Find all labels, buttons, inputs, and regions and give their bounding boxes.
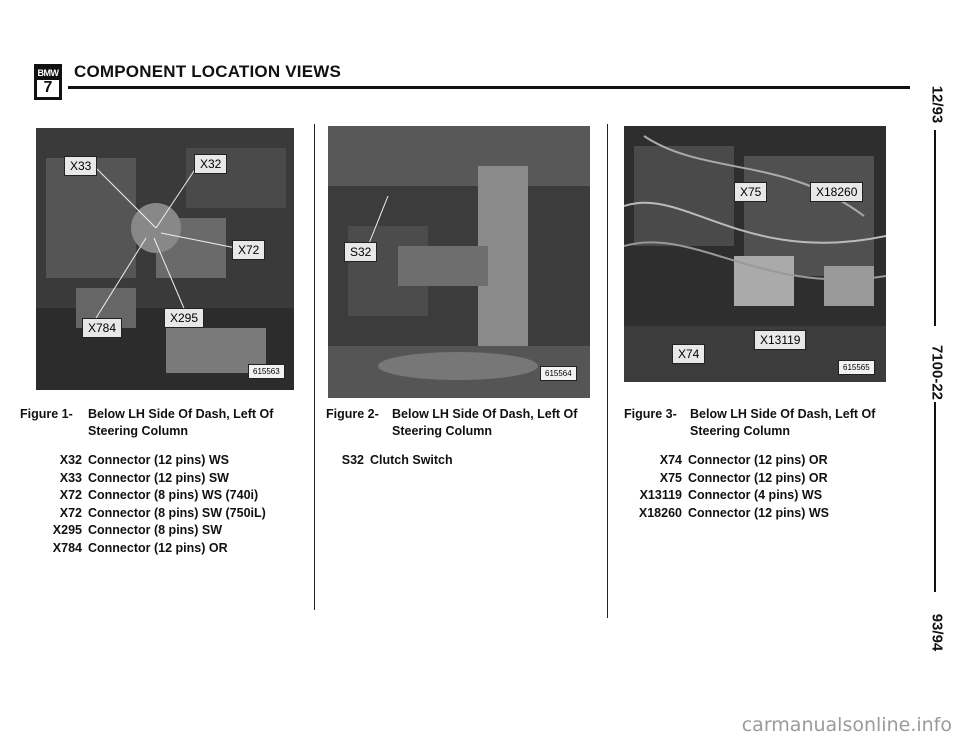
figure-2-legend [330, 452, 453, 470]
figure-2-code: 615564 [540, 366, 577, 381]
callout-x33: X33 [64, 156, 97, 176]
callout-x18260: X18260 [810, 182, 863, 202]
column-divider-1 [314, 124, 315, 610]
legend-row: X18260 Connector (12 pins) WS [638, 505, 829, 520]
figure-1-caption [20, 406, 300, 440]
figure-3-caption-text: Below LH Side Of Dash, Left Of Steering Column [690, 407, 876, 438]
callout-x72: X72 [232, 240, 265, 260]
legend-row: X13119 Connector (4 pins) WS [639, 488, 823, 502]
callout-x784: X784 [82, 318, 122, 338]
bmw-7-logo [34, 64, 62, 100]
callout-x75: X75 [734, 182, 767, 202]
callout-x295: X295 [164, 308, 204, 328]
logo-top: BMW [37, 68, 59, 78]
header-rule [68, 86, 910, 89]
callout-x32: X32 [194, 154, 227, 174]
figure-1-label: Figure 1- [20, 407, 73, 421]
legend-row: X74 Connector (12 pins) OR [659, 453, 828, 467]
legend-row: X32 Connector (12 pins) WS [59, 453, 229, 467]
figure-2-caption [326, 406, 596, 440]
column-divider-2 [607, 124, 608, 618]
side-date: 12/93 [928, 85, 946, 124]
legend-row: X784 Connector (12 pins) OR [52, 540, 228, 555]
watermark: carmanualsonline.info [741, 714, 952, 736]
logo-bottom: 7 [43, 79, 53, 96]
figure-1-photo [36, 128, 294, 390]
page-title: COMPONENT LOCATION VIEWS [74, 62, 342, 81]
legend-row: X33 Connector (12 pins) SW [59, 470, 229, 485]
legend-row: X75 Connector (12 pins) OR [659, 470, 828, 485]
side-bar-1 [934, 130, 936, 326]
figure-2-photo [328, 126, 590, 398]
figure-3-label: Figure 3- [624, 407, 677, 421]
legend-row: X72 Connector (8 pins) SW (750iL) [59, 505, 266, 520]
legend-row: X295 Connector (8 pins) SW [52, 523, 223, 537]
figure-1-code: 615563 [248, 364, 285, 379]
legend-row: X72 Connector (8 pins) WS (740i) [59, 488, 259, 502]
legend-row: S32 Clutch Switch [341, 453, 453, 467]
callout-s32: S32 [344, 242, 377, 262]
side-bar-2 [934, 402, 936, 592]
figure-1-legend [20, 452, 266, 557]
side-model-year: 93/94 [928, 613, 946, 652]
figure-2-label: Figure 2- [326, 407, 379, 421]
figure-3-legend [620, 452, 829, 522]
figure-3-photo [624, 126, 886, 382]
side-page-number: 7100-22 [928, 344, 946, 401]
figure-1-caption-text: Below LH Side Of Dash, Left Of Steering Column [88, 407, 274, 438]
callout-x74: X74 [672, 344, 705, 364]
callout-x13119: X13119 [754, 330, 806, 350]
figure-3-code: 615565 [838, 360, 875, 375]
figure-3-caption [624, 406, 904, 440]
figure-2-caption-text: Below LH Side Of Dash, Left Of Steering Column [392, 407, 578, 438]
